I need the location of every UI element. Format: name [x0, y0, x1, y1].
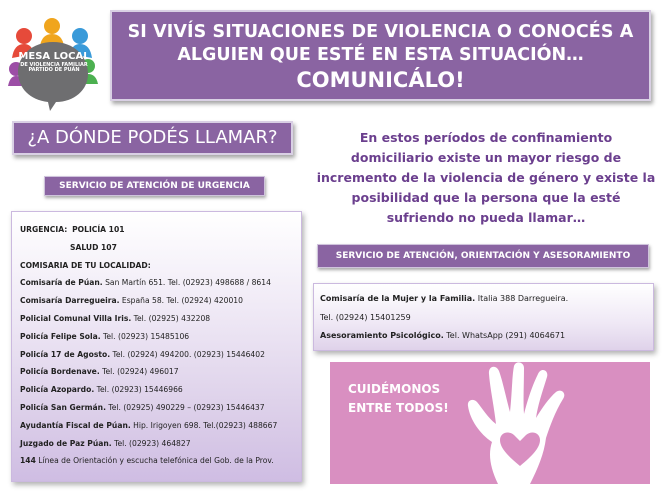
- where-to-call-title: ¿A DÓNDE PODÉS LLAMAR?: [12, 121, 293, 155]
- contact-row: Policía Bordenave. Tel. (02924) 496017: [20, 367, 179, 377]
- paragraph-line-4: posibilidad que la persona que la esté: [351, 190, 621, 205]
- contact-row: Policía 17 de Agosto. Tel. (02924) 494200. (02923) 15446402: [20, 349, 265, 359]
- contact-row: Comisaría de la Mujer y la Familia. Italia 388 Darregueira.: [320, 294, 569, 303]
- paragraph-line-1: En estos períodos de confinamiento: [359, 130, 613, 145]
- header-banner: [110, 10, 651, 101]
- panel-line-1: CUIDÉMONOS: [348, 382, 441, 396]
- contact-row: Policía Felipe Sola. Tel. (02923) 15485106: [20, 331, 190, 341]
- confinement-paragraph: [316, 128, 656, 228]
- orientation-service-label: SERVICIO DE ATENCIÓN, ORIENTACIÓN Y ASESORAMIENTO: [317, 244, 649, 268]
- care-panel: [330, 362, 650, 484]
- banner-line-2: ALGUIEN QUE ESTÉ EN ESTA SITUACIÓN…: [177, 45, 584, 65]
- orientation-contacts-box: [313, 283, 654, 351]
- contact-row: Comisaría Darregueira. España 58. Tel. (02924) 420010: [20, 296, 243, 306]
- logo: [4, 14, 102, 112]
- contact-row: Ayudantía Fiscal de Púan. Hip. Irigoyen 698. Tel.(02923) 488667: [20, 420, 278, 430]
- banner-line-1: SI VIVÍS SITUACIONES DE VIOLENCIA O CONOCÉS A: [127, 22, 634, 42]
- paragraph-line-5: sufriendo no pueda llamar…: [386, 210, 586, 225]
- contact-row: 144 Línea de Orientación y escucha telefónica del Gob. de la Prov.: [20, 456, 274, 466]
- contact-row: Juzgado de Paz Púan. Tel. (02923) 464827: [20, 438, 191, 448]
- contact-row: Asesoramiento Psicológico. Tel. WhatsApp (291) 4064671: [320, 331, 566, 340]
- urgency-contacts-box: [11, 211, 302, 482]
- logo-title-line3: PARTIDO DE PUÁN: [28, 66, 80, 73]
- contact-row: SALUD 107: [70, 242, 117, 252]
- contact-row: Policía Azopardo. Tel. (02923) 15446966: [20, 385, 183, 395]
- logo-title-line2: DE VIOLENCIA FAMILIAR: [20, 61, 88, 68]
- contact-row: Comisaría de Púan. San Martín 651. Tel. (02923) 498688 / 8614: [20, 278, 271, 288]
- contact-row: Policial Comunal Villa Iris. Tel. (02925) 432208: [20, 313, 211, 323]
- contact-row: Tel. (02924) 15401259: [320, 312, 411, 322]
- care-panel-text: [348, 380, 449, 418]
- panel-line-2: ENTRE TODOS!: [348, 401, 449, 415]
- paragraph-line-3: incremento de la violencia de género y existe la: [316, 170, 656, 185]
- contact-row: URGENCIA: POLICÍA 101: [20, 225, 125, 234]
- contact-row: Policía San Germán. Tel. (02925) 490229 – (02923) 15446437: [20, 402, 265, 412]
- banner-line-3: COMUNICÁLO!: [296, 68, 465, 92]
- urgency-service-label: SERVICIO DE ATENCIÓN DE URGENCIA: [44, 176, 265, 196]
- logo-title-line1: MESA LOCAL: [18, 51, 90, 62]
- paragraph-line-2: domiciliario existe un mayor riesgo de: [350, 150, 622, 165]
- contact-row: COMISARIA DE TU LOCALIDAD:: [20, 260, 151, 270]
- logo-title: [18, 52, 90, 73]
